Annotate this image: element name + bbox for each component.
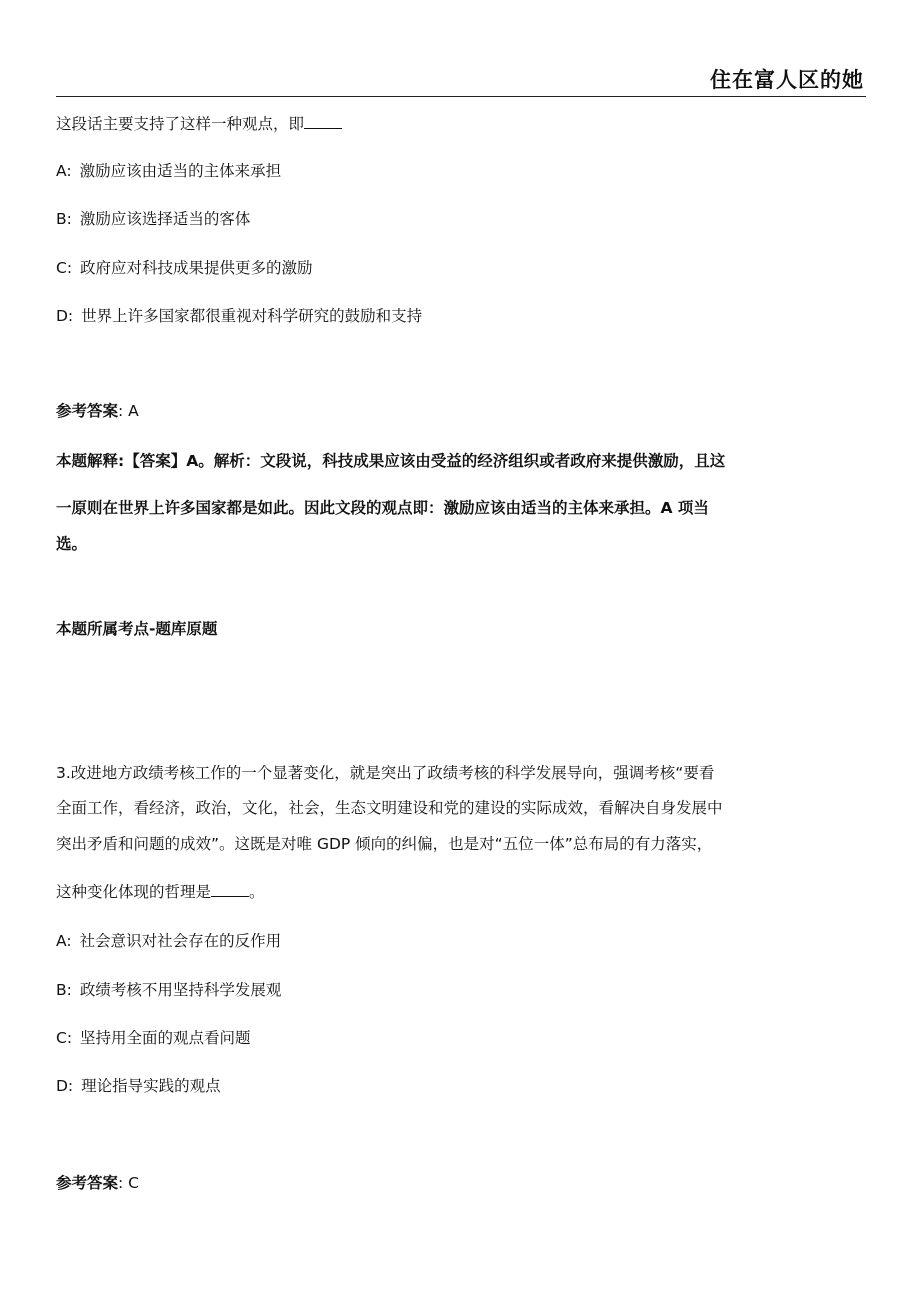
option-text: 理论指导实践的观点 (81, 1077, 221, 1095)
q3-option-d (56, 1075, 864, 1097)
q3-stem-suffix: 。 (249, 883, 265, 901)
answer-label: 参考答案 (56, 1174, 119, 1192)
option-letter: A: (56, 162, 72, 180)
q2-option-c (56, 257, 864, 279)
option-letter: B: (56, 981, 72, 999)
q2-stem (56, 113, 864, 135)
answer-blank (211, 882, 249, 897)
option-text: 政绩考核不用坚持科学发展观 (79, 981, 282, 999)
explanation-text: :【答案】A。解析：文段说，科技成果应该由受益的经济组织或者政府来提供激励，且这 (118, 452, 726, 470)
q2-explanation-line-3: 选。 (56, 535, 88, 553)
answer-value: : C (118, 1174, 139, 1192)
q2-explanation-line-1 (56, 450, 864, 472)
q3-option-b (56, 979, 864, 1001)
q3-stem-text: 这种变化体现的哲理是 (56, 883, 212, 901)
option-text: 坚持用全面的观点看问题 (80, 1029, 251, 1047)
q2-explanation-line-2: 一原则在世界上许多国家都是如此。因此文段的观点即：激励应该由适当的主体来承担。A 项当 (56, 499, 709, 517)
q3-option-c (56, 1027, 864, 1049)
q3-option-a (56, 930, 864, 952)
explanation-label: 本题解释 (56, 452, 119, 470)
option-text: 激励应该由适当的主体来承担 (79, 162, 282, 180)
header-divider (56, 96, 866, 97)
answer-blank (304, 114, 342, 129)
q2-stem-text: 这段话主要支持了这样一种观点，即 (56, 115, 305, 133)
q2-topic: 本题所属考点-题库原题 (56, 620, 218, 638)
option-letter: C: (56, 259, 73, 277)
answer-label: 参考答案 (56, 402, 119, 420)
option-letter: D: (56, 307, 74, 325)
option-text: 社会意识对社会存在的反作用 (79, 932, 282, 950)
q3-stem-line-4 (56, 881, 864, 903)
option-text: 世界上许多国家都很重视对科学研究的鼓励和支持 (81, 307, 423, 325)
q2-option-d (56, 305, 864, 327)
q2-option-a (56, 160, 864, 182)
q3-stem-line-2: 全面工作，看经济，政治，文化，社会，生态文明建设和党的建设的实际成效，看解决自身发展中 (56, 799, 723, 817)
option-letter: B: (56, 210, 72, 228)
option-letter: C: (56, 1029, 73, 1047)
q2-option-b (56, 208, 864, 230)
answer-value: : A (118, 402, 139, 420)
q2-answer (56, 400, 864, 422)
q3-stem-line-3: 突出矛盾和问题的成效”。这既是对唯 GDP 倾向的纠偏，也是对“五位一体”总布局的有力落实， (56, 835, 713, 853)
option-text: 政府应对科技成果提供更多的激励 (80, 259, 313, 277)
q3-stem-line-1: 3.改进地方政绩考核工作的一个显著变化，就是突出了政绩考核的科学发展导向，强调考核“要看 (56, 764, 715, 782)
option-letter: A: (56, 932, 72, 950)
option-letter: D: (56, 1077, 74, 1095)
q3-answer (56, 1172, 864, 1194)
option-text: 激励应该选择适当的客体 (79, 210, 251, 228)
document-header-title: 住在富人区的她 (710, 68, 864, 92)
